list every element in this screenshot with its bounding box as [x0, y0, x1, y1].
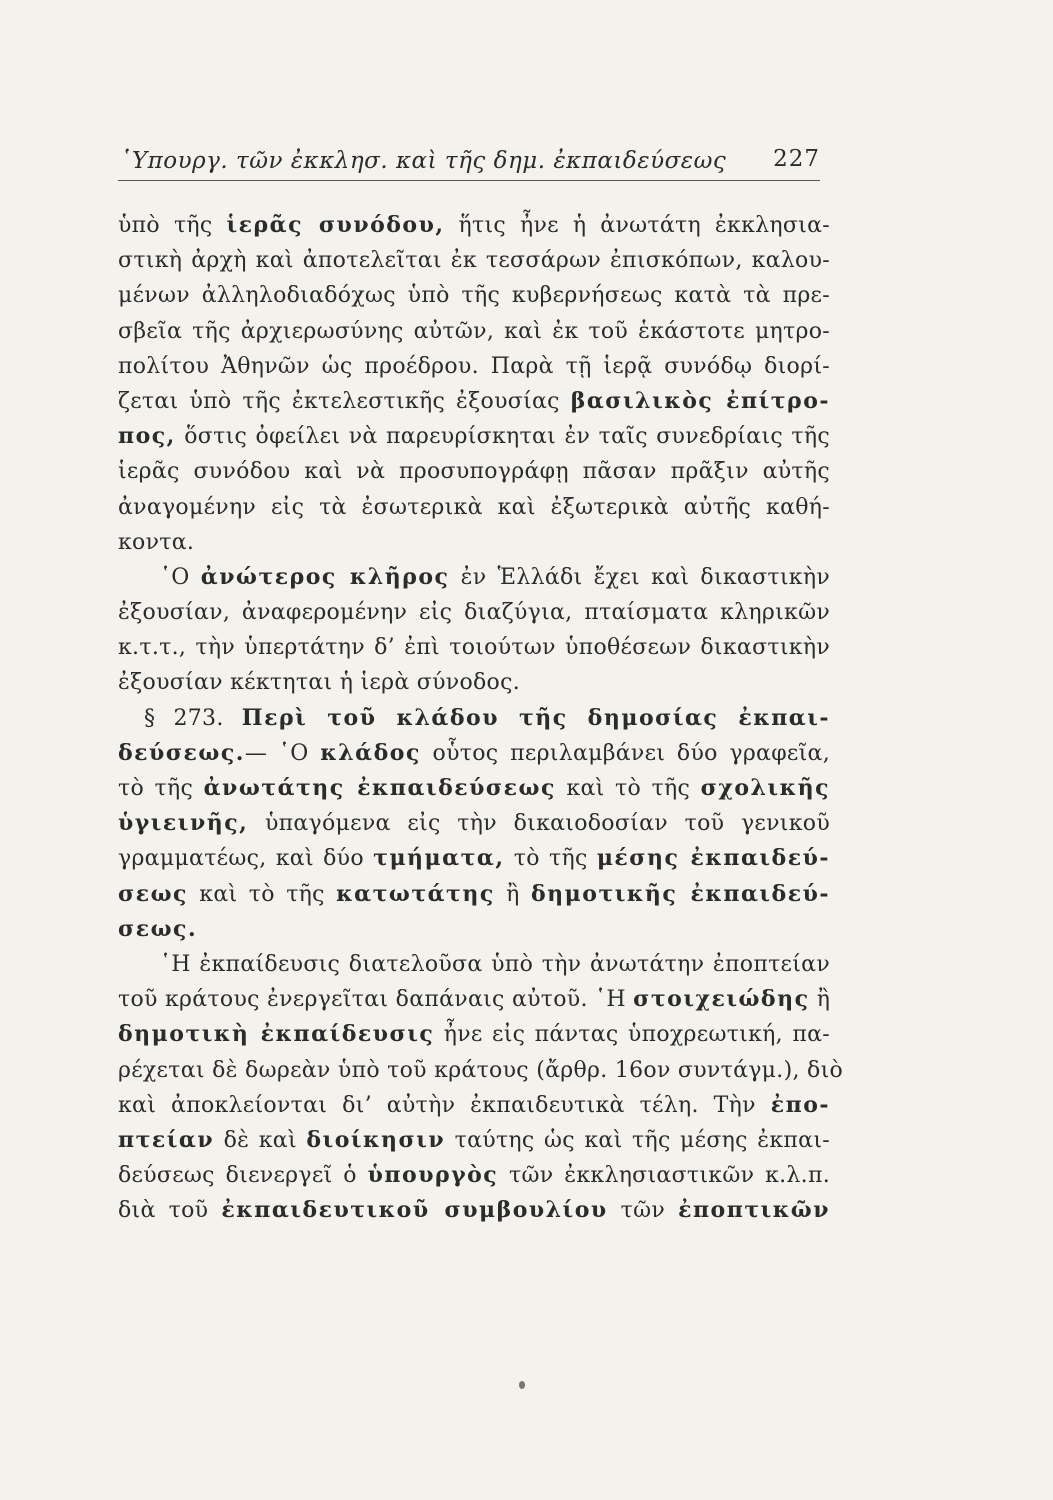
text-run: δεύσεως διενεργεῖ ὁ	[118, 1163, 368, 1189]
bold-term: δημοτικὴ ἐκπαίδευσις	[118, 1021, 435, 1048]
bold-term: τμήματα,	[373, 845, 505, 872]
text-run: γραμματέως, καὶ δύο	[118, 846, 374, 872]
bold-term: ὑπουργὸς	[367, 1162, 499, 1189]
bold-term: διοίκησιν	[306, 1126, 446, 1153]
text-line	[118, 208, 830, 243]
bold-term: σχολικῆς	[700, 775, 830, 801]
bold-term: ἐκπαιδευτικοῦ συμβουλίου	[221, 1197, 608, 1224]
bold-term: βασιλικὸς ἐπίτρο-	[570, 387, 830, 414]
text-run: ζεται ὑπὸ τῆς ἐκτελεστικῆς ἐξουσίας	[118, 388, 571, 414]
text-line	[118, 454, 830, 489]
bold-term: ἐπο-	[770, 1091, 830, 1118]
bold-term: δημοτικῆς ἐκπαιδεύ-	[531, 880, 830, 907]
bold-term: ἐποπτικῶν	[678, 1197, 830, 1224]
text-line	[118, 560, 830, 595]
text-run: ἱερᾶς συνόδου καὶ νὰ προσυπογράφῃ πᾶσαν πρᾶξιν αὐτῆς	[118, 459, 830, 485]
paragraph	[118, 947, 844, 1229]
bold-term: πος,	[118, 423, 176, 450]
text-run: ἀναγομένην εἰς τὰ ἐσωτερικὰ καὶ ἐξωτερικὰ αὐτῆς καθή-	[118, 494, 830, 520]
text-line	[118, 1017, 830, 1052]
bold-term: πτείαν	[118, 1126, 215, 1153]
text-run: ἐξουσίαν κέκτηται ἡ ἱερὰ σύνοδος.	[118, 670, 521, 696]
text-line	[118, 1088, 830, 1123]
text-run: ὑπαγόμενα εἰς τὴν δικαιοδοσίαν τοῦ γενικοῦ	[248, 811, 830, 837]
text-line	[118, 771, 830, 806]
text-line	[118, 1123, 830, 1158]
text-line	[118, 1053, 844, 1088]
text-line	[118, 384, 830, 419]
text-line	[118, 806, 830, 841]
bold-term: ὑγιεινῆς,	[118, 810, 249, 837]
text-run: ἢ	[809, 987, 831, 1013]
text-run: τῶν	[607, 1198, 679, 1224]
text-line	[118, 278, 830, 313]
text-run: καὶ τὸ τῆς	[555, 776, 701, 801]
header-title: ῾Υπουργ. τῶν ἐκκλησ. καὶ τῆς δημ. ἐκπαιδεύσεως	[120, 148, 727, 174]
text-run: ἥτις ἦνε ἡ ἀνωτάτη ἐκκλησια-	[444, 213, 830, 238]
text-line	[118, 349, 830, 384]
text-line	[118, 841, 830, 876]
text-line	[118, 1193, 830, 1228]
text-run: ἐν Ἑλλάδι ἔχει καὶ δικαστικὴν	[449, 564, 830, 590]
bold-term: ἀνώτερος κλῆρος	[200, 563, 450, 590]
bold-term: ἱερᾶς συνόδου,	[226, 212, 445, 238]
text-run: τὸ τῆς	[504, 846, 597, 872]
text-line	[118, 525, 830, 560]
bold-term: στοιχειώδης	[633, 986, 810, 1013]
text-line	[118, 314, 830, 349]
text-line	[118, 701, 830, 736]
text-run: δὲ καὶ	[214, 1127, 307, 1153]
ink-speck	[519, 1381, 525, 1389]
paragraph	[118, 208, 830, 560]
text-run: — ῾Ο	[244, 740, 321, 766]
bold-term: κλάδος	[320, 739, 421, 766]
text-run: καὶ τὸ τῆς	[187, 881, 337, 907]
text-run: τὸ τῆς	[118, 776, 204, 801]
bold-term: κατωτάτης	[336, 880, 495, 907]
text-line	[118, 665, 830, 700]
text-run: ταύτης ὡς καὶ τῆς μέσης ἐκπαι-	[445, 1127, 830, 1153]
text-line	[118, 736, 830, 771]
bold-term: μέσης ἐκπαιδεύ-	[596, 845, 830, 872]
text-run: ἦνε εἰς πάντας ὑποχρεωτική, πα-	[434, 1022, 830, 1048]
text-line	[118, 243, 830, 278]
bold-term: Περὶ τοῦ κλάδου τῆς δημοσίας ἐκπαι-	[241, 704, 831, 731]
text-run: κ.τ.τ., τὴν ὑπερτάτην δ’ ἐπὶ τοιούτων ὑποθέσεων δικαστικὴν	[118, 635, 830, 661]
text-line	[118, 419, 830, 454]
paragraph	[118, 701, 830, 947]
text-run: μένων ἀλληλοδιαδόχως ὑπὸ τῆς κυβερνήσεως κατὰ τὰ πρε-	[118, 283, 830, 309]
text-run: ῾Ο	[160, 564, 201, 590]
page-body	[118, 208, 844, 1228]
text-run: κοντα.	[118, 529, 195, 555]
running-header	[118, 140, 820, 181]
text-line	[118, 490, 830, 525]
text-line	[118, 1158, 830, 1193]
text-line	[118, 947, 830, 982]
page-number: 227	[773, 146, 820, 172]
bold-term: σεως	[118, 880, 188, 907]
bold-term: ἀνωτάτης ἐκπαιδεύσεως	[203, 775, 556, 801]
text-run: στικὴ ἀρχὴ καὶ ἀποτελεῖται ἐκ τεσσάρων ἐπισκόπων, καλου-	[118, 248, 830, 274]
text-run: ὑπὸ τῆς	[118, 213, 227, 238]
text-run: ἢ	[494, 881, 531, 907]
text-run: ρέχεται δὲ δωρεὰν ὑπὸ τοῦ κράτους (ἄρθρ. 16ον συντάγμ.), διὸ	[118, 1057, 844, 1083]
text-line	[118, 877, 830, 912]
text-run: οὗτος περιλαμβάνει δύο γραφεῖα,	[420, 740, 830, 766]
text-line	[118, 982, 830, 1017]
bold-term: σεως.	[118, 915, 198, 942]
text-line	[118, 595, 830, 630]
text-run: σβεῖα τῆς ἀρχιερωσύνης αὐτῶν, καὶ ἐκ τοῦ ἑκάστοτε μητρο-	[118, 318, 830, 344]
text-run: τῶν ἐκκλησιαστικῶν κ.λ.π.	[498, 1163, 831, 1189]
text-run: τοῦ κράτους ἐνεργεῖται δαπάναις αὐτοῦ. ῾Η	[118, 987, 634, 1013]
text-run: ἐξουσίαν, ἀναφερομένην εἰς διαζύγια, πταίσματα κληρικῶν	[118, 600, 830, 626]
text-line	[118, 630, 830, 665]
paragraph	[118, 560, 830, 701]
text-run: § 273.	[144, 705, 242, 731]
text-line	[118, 912, 830, 947]
text-run: διὰ τοῦ	[118, 1198, 222, 1224]
text-run: καὶ ἀποκλείονται δι’ αὐτὴν ἐκπαιδευτικὰ τέλη. Τὴν	[118, 1092, 771, 1118]
text-run: πολίτου Ἀθηνῶν ὡς προέδρου. Παρὰ τῇ ἱερᾷ συνόδῳ διορί-	[118, 353, 830, 379]
bold-term: δεύσεως.	[118, 739, 245, 766]
text-run: ὅστις ὀφείλει νὰ παρευρίσκηται ἐν ταῖς συνεδρίαις τῆς	[175, 424, 830, 450]
text-run: ῾Η ἐκπαίδευσις διατελοῦσα ὑπὸ τὴν ἀνωτάτην ἐποπτείαν	[160, 951, 830, 977]
